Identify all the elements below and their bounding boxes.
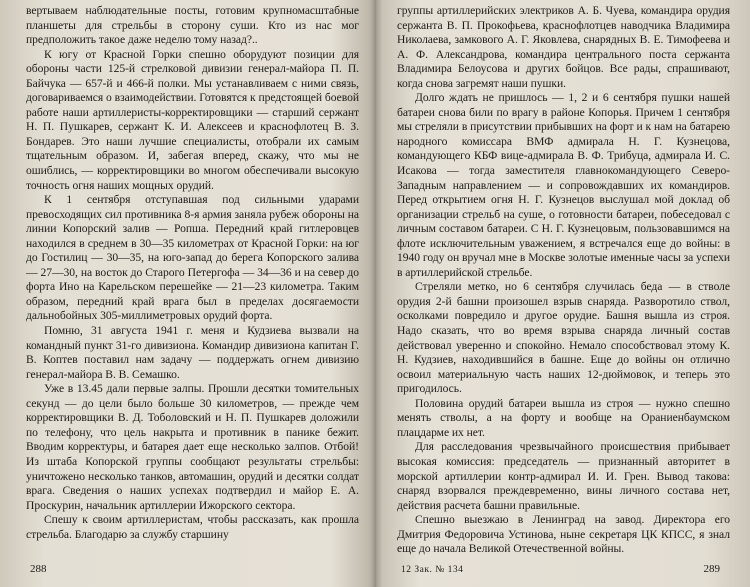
printer-signature-mark: 12 Зак. № 134 (401, 565, 464, 575)
left-paragraph-6: Спешу к своим артиллеристам, чтобы рассказать, как прошла стрельба. Благодарю за службу старшину (26, 513, 359, 541)
right-paragraph-6: Спешно выезжаю в Ленинград на завод. Директора его Дмитрия Федоровича Устинова, ныне секретаря ЦК КПСС, я знал еще до начала Великой Отечественной войны. (397, 513, 730, 556)
left-paragraph-4: Помню, 31 августа 1941 г. меня и Кудзиева вызвали на командный пункт 31-го дивизиона. Командир дивизиона капитан Г. В. Коптев поставил нам задачу — поддержать огнем дивизию генерал-майора В. В. Семашко. (26, 324, 359, 381)
left-page-text (26, 4, 359, 542)
right-paragraph-2: Долго ждать не пришлось — 1, 2 и 6 сентября пушки нашей батареи снова били по врагу в районе Копорья. Причем 1 сентября мы стреляли в присутствии прибывших на форт и к нам на батарею народного комиссара ВМФ адмирала Н. Г. Кузнецова, командующего КБФ вице-адмирала В. Ф. Трибуца, адмирала И. С. Исакова — тогда заместителя главнокомандующего Северо-Западным направлением — и сопровождавших их командиров. Перед открытием огня Н. Г. Кузнецов выслушал мой доклад об организации стрельб на суше, о готовности батареи, побеседовал с личным составом батареи. С Н. Г. Кузнецовым, пользовавшимся на флоте исключительным уважением, я встречался еще до войны: в 1940 году он вручал мне в Москве золотые именные часы за успехи в артиллерийской стрельбе. (397, 91, 730, 279)
right-page (375, 0, 750, 587)
right-page-text (397, 4, 730, 557)
right-paragraph-4: Половина орудий батареи вышла из строя — нужно спешно менять стволы, а на форту и вообще на Ораниенбаумском плацдарме их нет. (397, 396, 730, 439)
left-paragraph-2: К югу от Красной Горки спешно оборудуют позиции для обороны части 125-й стрелковой дивизии генерал-майора П. П. Байчука — 657-й и 466-й полки. Мы устанавливаем с ними связь, договариваемся о взаимодействии. Готовятся к предстоящей боевой работе наши артиллеристы-корректировщики — старший сержант Н. П. Пушкарев, сержант К. И. Алексеев и краснофлотец В. З. Бондарев. Это наши лучшие специалисты, отобрали их самым тщательным образом. И, забегая вперед, скажу, что мы не ошиблись, — корректировщики во многом обеспечивали высокую точность огня наших мощных орудий. (26, 47, 359, 192)
right-paragraph-1: группы артиллерийских электриков А. Б. Чуева, командира орудия сержанта В. П. Прокофьева, краснофлотцев наводчика Владимира Николаева, замкового А. Г. Яковлева, снарядных В. Е. Тимофеева и А. Ф. Александрова, командира центрального поста сержанта Владимира Белоусова и других бойцов. Все рады, спрашивают, когда снова загремят наши пушки. (397, 4, 730, 90)
left-page-number: 288 (30, 563, 47, 575)
right-paragraph-3: Стреляли метко, но 6 сентября случилась беда — в стволе орудия 2-й башни произошел взрыв снаряда. Разворотило ствол, осколками повредило и другое орудие. Башня вышла из строя. Надо сказать, что во время взрыва снаряда личный состав действовал уверенно и спокойно. Немало способствовал этому К. Н. Кудзиев, находившийся в башне. Еще до войны он отлично освоил материальную часть наших 12-дюймовок, и теперь это пригодилось. (397, 280, 730, 396)
left-paragraph-3: К 1 сентября отступавшая под сильными ударами превосходящих сил противника 8-я армия заняла рубеж обороны на линии Копорский залив — Ропша. Передний край гитлеровцев находился в среднем в 30—35 километрах от Красной Горки: на юг до Гостилиц — 30—35, на юго-запад до берега Копорского залива — 27—30, на восток до Старого Петергофа — 34—36 и на север до форта Ино на Карельском перешейке — 21—23 километра. Таким образом, передний край врага был в пределах досягаемости дальнобойных 305-миллиметровых орудий форта. (26, 193, 359, 323)
right-page-number: 289 (703, 563, 720, 575)
left-paragraph-5: Уже в 13.45 дали первые залпы. Прошли десятки томительных секунд — до цели было больше 30 километров, — прежде чем корректировщики В. Д. Тоболовский и Н. П. Пушкарев доложили по телефону, что цель накрыта и противник в панике бежит. Вводим корректуры, и батарея дает еще несколько залпов. Отбой! Из штаба Копорской группы сообщают результаты стрельбы: уничтожено несколько танков, автомашин, орудий и десятки солдат врага. Сведения о наших успехах подтвердил и майор Е. А. Проскурин, начальник артиллерии Ижорского сектора. (26, 382, 359, 512)
right-paragraph-5: Для расследования чрезвычайного происшествия прибывает высокая комиссия: председатель — признанный авторитет в морской артиллерии контр-адмирал И. И. Грен. Вывод такова: снаряд взорвался преждевременно, вины личного состава нет, действия расчета башни правильные. (397, 440, 730, 512)
left-paragraph-1: вертываем наблюдательные посты, готовим крупномасштабные планшеты для стрельбы в сторону суши. Кто из нас мог предположить такое даже неделю тому назад?.. (26, 4, 359, 47)
